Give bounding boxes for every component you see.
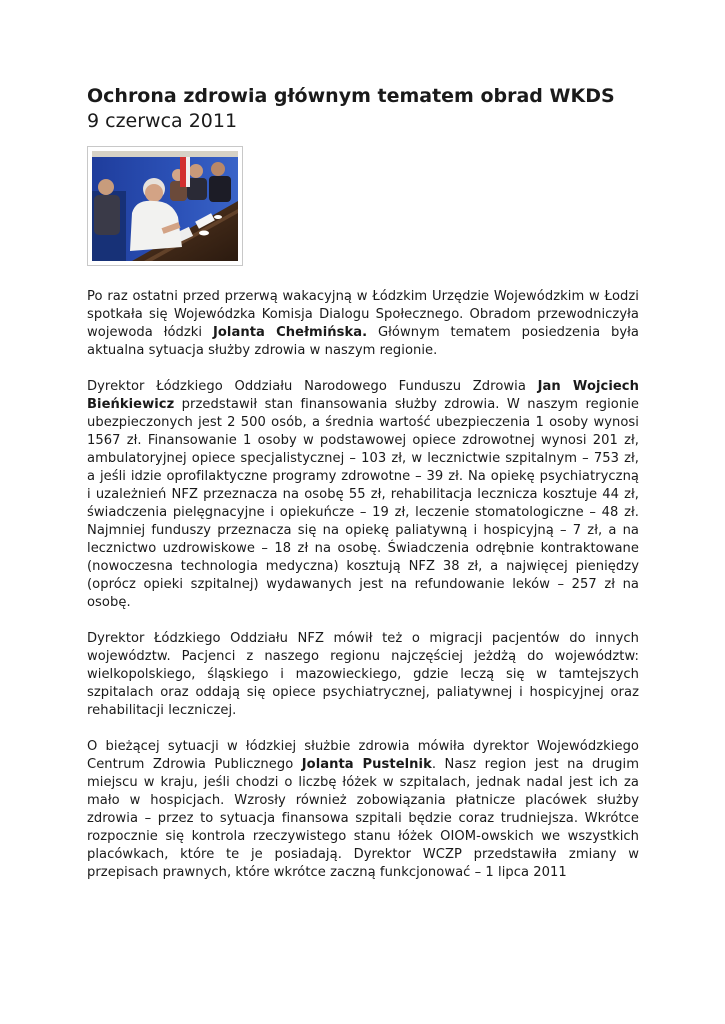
document-page [87,84,639,900]
article-title: Ochrona zdrowia głównym tematem obrad WKDS [87,85,615,107]
paragraph-3: Dyrektor Łódzkiego Oddziału NFZ mówił też o migracji pacjentów do innych województw. Pacjenci z naszego regionu najczęściej jeżdżą do województw: wielkopolskiego, śląskiego i mazowieckiego, gdzie leczą się w tamtejszych szpitalach oraz oddają się opiece psychiatrycznej, paliatywnej i hospicyjnej oraz rehabilitacji leczniczej. [87,631,639,718]
paragraph-4: O bieżącej sytuacji w łódzkiej służbie zdrowia mówiła dyrektor Wojewódzkiego Centrum Zdrowia Publicznego Jolanta Pustelnik. Nasz region jest na drugim miejscu w kraju, jeśli chodzi o liczbę łóżek w szpitalach, jednak nadal jest ich za mało w hospicjach. Wzrosły również zobowiązania płatnicze placówek służby zdrowia – przez to sytuacja finansowa szpitali będzie coraz trudniejsza. Wkrótce rozpocznie się kontrola rzeczywistego stanu łóżek OIOM-owskich we wszystkich placówkach, które te je posiadają. Dyrektor WCZP przedstawiła zmiany w przepisach prawnych, które wkrótce zaczną funkcjonować – 1 lipca 2011 [87,739,640,880]
article-photo [87,146,243,266]
person-name: Jolanta Pustelnik [301,757,432,772]
paragraph-1: Po raz ostatni przed przerwą wakacyjną w Łódzkim Urzędzie Wojewódzkim w Łodzi spotkała się Wojewódzka Komisja Dialogu Społecznego. Obradom przewodniczyła wojewoda łódzki Jolanta Chełmińska. Głównym tematem posiedzenia była aktualna sytuacja służby zdrowia w naszym regionie. [87,289,639,358]
article-date: 9 czerwca 2011 [87,110,238,132]
person-name: Jolanta Chełmińska. [212,325,368,340]
person-name: Jan Wojciech Bieńkiewicz [87,379,639,412]
meeting-photo-image [92,151,238,261]
article-body [87,288,639,882]
paragraph-2: Dyrektor Łódzkiego Oddziału Narodowego Funduszu Zdrowia Jan Wojciech Bieńkiewicz przedstawił stan finansowania służby zdrowia. W naszym regionie ubezpieczonych jest 2 500 osób, a średnia wartość ubezpieczenia 1 osoby wynosi 1567 zł. Finansowanie 1 osoby w podstawowej opiece zdrowotnej wynosi 201 zł, ambulatoryjnej opiece specjalistycznej – 103 zł, w lecznictwie szpitalnym – 753 zł, a jeśli idzie oprofilaktyczne programy zdrowotne – 39 zł. Na opiekę psychiatryczną i uzależnień NFZ przeznacza na osobę 55 zł, rehabilitacja lecznicza kosztuje 44 zł, świadczenia pielęgnacyjne i opiekuńcze – 19 zł, leczenie stomatologiczne – 48 zł. Najmniej funduszy przeznacza się na opiekę paliatywną i hospicyjną – 7 zł, a na lecznictwo uzdrowiskowe – 18 zł na osobę. Świadczenia odrębnie kontraktowane (nowoczesna technologia medyczna) kosztują NFZ 38 zł, a najwięcej pieniędzy (oprócz opieki szpitalnej) wydawanych jest na refundowanie leków – 257 zł na osobę. [87,379,639,610]
